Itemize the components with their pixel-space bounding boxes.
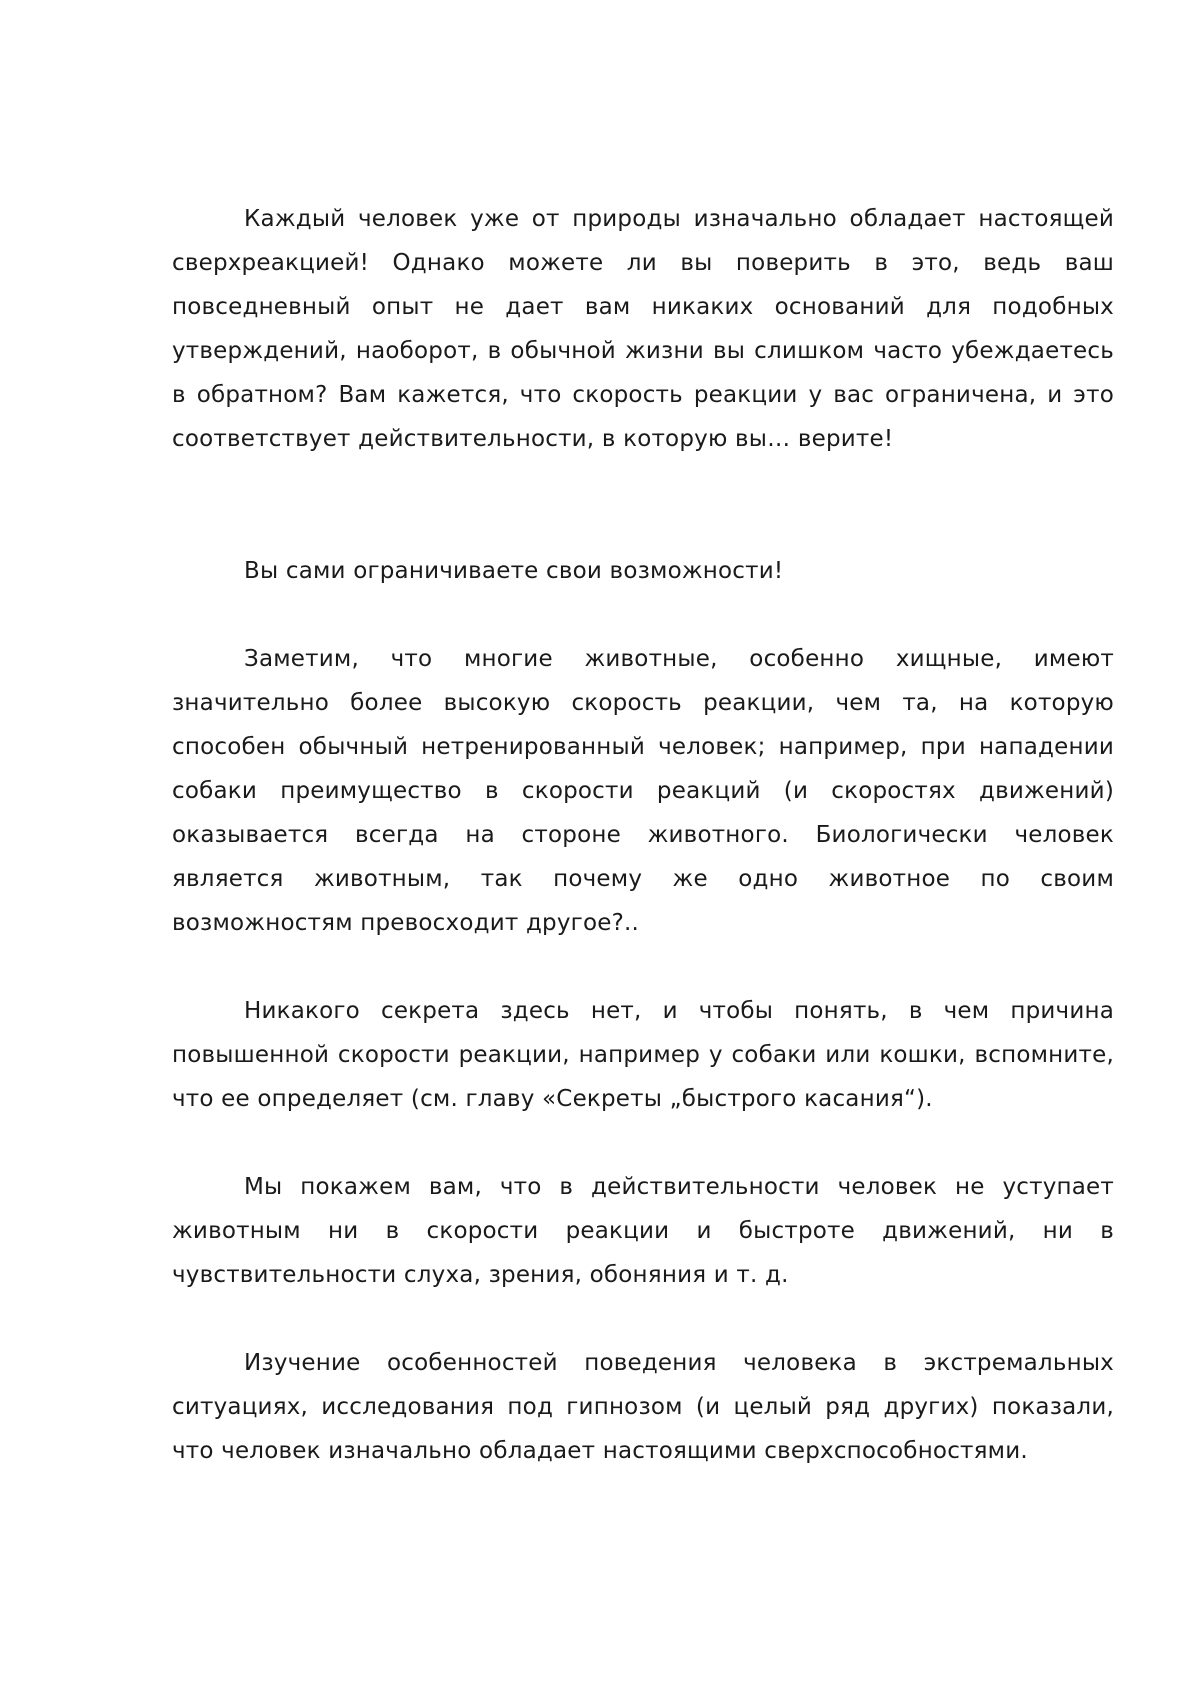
- paragraph-research: Изучение особенностей поведения человека в экстремальных ситуациях, исследования под гипнозом (и целый ряд других) показали, что человек изначально обладает настоящими сверхспособностями.: [172, 1350, 1114, 1464]
- paragraph-intro: Каждый человек уже от природы изначально обладает настоящей сверхреакцией! Однако можете ли вы поверить в это, ведь ваш повседневный опыт не дает вам никаких оснований для подобных утверждений, наоборот, в обычной жизни вы слишком часто убеждаетесь в обратном? Вам кажется, что скорость реакции у вас ограничена, и это соответствует действительности, в которую вы… верите!: [172, 206, 1114, 452]
- paragraph-secret: Никакого секрета здесь нет, и чтобы понять, в чем причина повышенной скорости реакции, например у собаки или кошки, вспомните, что ее определяет (см. главу «Секреты „быстрого касания“).: [172, 998, 1114, 1112]
- paragraph-animals: Заметим, что многие животные, особенно хищные, имеют значительно более высокую скорость реакции, чем та, на которую способен обычный нетренированный человек; например, при нападении собаки преимущество в скорости реакций (и скоростях движений) оказывается всегда на стороне животного. Биологически человек является животным, так почему же одно животное по своим возможностям превосходит другое?..: [172, 646, 1114, 936]
- paragraph-human-abilities: Мы покажем вам, что в действительности человек не уступает животным ни в скорости реакции и быстроте движений, ни в чувствительности слуха, зрения, обоняния и т. д.: [172, 1174, 1114, 1288]
- paragraph-limits: Вы сами ограничиваете свои возможности!: [244, 558, 784, 584]
